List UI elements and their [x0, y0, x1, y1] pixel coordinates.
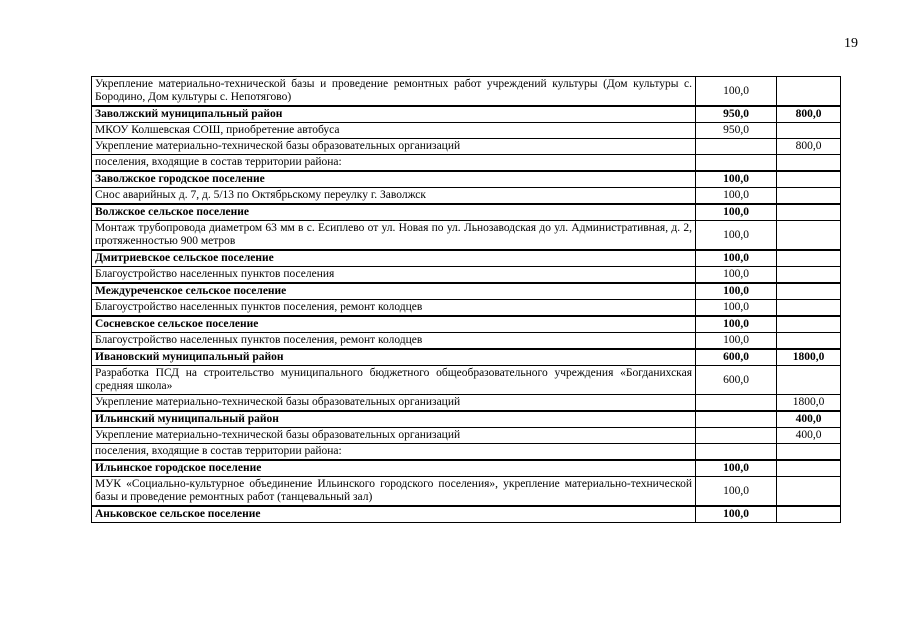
table-row — [92, 395, 841, 412]
row-name-cell: Монтаж трубопровода диаметром 63 мм в с. Есиплево от ул. Новая по ул. Льнозаводская до ул. Административная, д. 2, протяженностью 900 метров — [92, 221, 696, 251]
table-row — [92, 139, 841, 155]
row-name-cell: поселения, входящие в состав территории района: — [92, 155, 696, 172]
row-name-cell: Аньковское сельское поселение — [92, 506, 696, 523]
table-row — [92, 428, 841, 444]
table-row-section — [92, 460, 841, 477]
row-value-1-cell — [696, 411, 777, 428]
row-value-1-cell: 100,0 — [696, 316, 777, 333]
table-row-section — [92, 411, 841, 428]
table-row — [92, 188, 841, 205]
row-value-2-cell — [777, 333, 841, 350]
table-row — [92, 77, 841, 107]
row-value-2-cell — [777, 460, 841, 477]
row-name-cell: Заволжский муниципальный район — [92, 106, 696, 123]
row-name-cell: Укрепление материально-технической базы образовательных организаций — [92, 395, 696, 412]
row-value-2-cell — [777, 366, 841, 395]
row-value-2-cell — [777, 204, 841, 221]
table-row — [92, 366, 841, 395]
row-name-cell: Заволжское городское поселение — [92, 171, 696, 188]
row-value-2-cell — [777, 77, 841, 107]
row-value-2-cell: 1800,0 — [777, 349, 841, 366]
row-name-cell: Ильинское городское поселение — [92, 460, 696, 477]
row-value-1-cell — [696, 139, 777, 155]
table-row — [92, 155, 841, 172]
row-value-1-cell — [696, 444, 777, 461]
table-row-section — [92, 250, 841, 267]
row-name-cell: Укрепление материально-технической базы образовательных организаций — [92, 428, 696, 444]
row-name-cell: Укрепление материально-технической базы и проведение ремонтных работ учреждений культуры (Дом культуры с. Бородино, Дом культуры с. Непотягово) — [92, 77, 696, 107]
row-value-2-cell: 400,0 — [777, 428, 841, 444]
table-row — [92, 221, 841, 251]
row-value-1-cell: 100,0 — [696, 171, 777, 188]
row-name-cell: Ильинский муниципальный район — [92, 411, 696, 428]
row-value-1-cell — [696, 155, 777, 172]
row-value-1-cell — [696, 395, 777, 412]
row-value-1-cell: 100,0 — [696, 333, 777, 350]
table-row-section — [92, 349, 841, 366]
table-row — [92, 477, 841, 507]
row-value-2-cell: 400,0 — [777, 411, 841, 428]
row-value-1-cell: 100,0 — [696, 267, 777, 284]
row-value-1-cell: 950,0 — [696, 123, 777, 139]
row-value-2-cell: 800,0 — [777, 139, 841, 155]
row-name-cell: Дмитриевское сельское поселение — [92, 250, 696, 267]
row-value-2-cell — [777, 506, 841, 523]
row-value-1-cell: 100,0 — [696, 283, 777, 300]
row-name-cell: Благоустройство населенных пунктов поселения, ремонт колодцев — [92, 333, 696, 350]
row-value-2-cell — [777, 188, 841, 205]
row-value-1-cell: 100,0 — [696, 221, 777, 251]
row-value-1-cell: 100,0 — [696, 204, 777, 221]
row-name-cell: Ивановский муниципальный район — [92, 349, 696, 366]
row-value-2-cell: 800,0 — [777, 106, 841, 123]
table-row-section — [92, 506, 841, 523]
row-value-1-cell: 100,0 — [696, 506, 777, 523]
row-name-cell: МУК «Социально-культурное объединение Ильинского городского поселения», укрепление материально-технической базы и проведение ремонтных работ (танцевальный зал) — [92, 477, 696, 507]
row-value-2-cell — [777, 123, 841, 139]
table-row-section — [92, 106, 841, 123]
row-value-1-cell: 600,0 — [696, 366, 777, 395]
row-name-cell: Междуреченское сельское поселение — [92, 283, 696, 300]
table-row-section — [92, 316, 841, 333]
row-value-2-cell — [777, 250, 841, 267]
row-value-1-cell: 100,0 — [696, 250, 777, 267]
row-value-1-cell: 100,0 — [696, 460, 777, 477]
row-name-cell: Укрепление материально-технической базы образовательных организаций — [92, 139, 696, 155]
page-number: 19 — [844, 36, 858, 51]
row-value-2-cell — [777, 316, 841, 333]
row-value-1-cell: 100,0 — [696, 477, 777, 507]
row-value-2-cell — [777, 267, 841, 284]
table-row — [92, 333, 841, 350]
row-value-2-cell: 1800,0 — [777, 395, 841, 412]
row-value-2-cell — [777, 477, 841, 507]
table-row — [92, 123, 841, 139]
row-name-cell: Сосневское сельское поселение — [92, 316, 696, 333]
row-value-2-cell — [777, 171, 841, 188]
table-row-section — [92, 204, 841, 221]
row-value-2-cell — [777, 221, 841, 251]
row-value-1-cell: 950,0 — [696, 106, 777, 123]
row-name-cell: Снос аварийных д. 7, д. 5/13 по Октябрьскому переулку г. Заволжск — [92, 188, 696, 205]
table-row — [92, 444, 841, 461]
row-name-cell: поселения, входящие в состав территории района: — [92, 444, 696, 461]
row-name-cell: Благоустройство населенных пунктов поселения — [92, 267, 696, 284]
table-row-section — [92, 283, 841, 300]
row-value-2-cell — [777, 283, 841, 300]
row-name-cell: МКОУ Колшевская СОШ, приобретение автобуса — [92, 123, 696, 139]
row-value-1-cell — [696, 428, 777, 444]
row-value-2-cell — [777, 155, 841, 172]
row-name-cell: Разработка ПСД на строительство муниципального бюджетного общеобразовательного учреждения «Богданихская средняя школа» — [92, 366, 696, 395]
row-name-cell: Благоустройство населенных пунктов поселения, ремонт колодцев — [92, 300, 696, 317]
table-row — [92, 300, 841, 317]
budget-table — [91, 76, 841, 523]
row-value-1-cell: 100,0 — [696, 188, 777, 205]
row-name-cell: Волжское сельское поселение — [92, 204, 696, 221]
row-value-1-cell: 600,0 — [696, 349, 777, 366]
table-row-section — [92, 171, 841, 188]
row-value-2-cell — [777, 300, 841, 317]
row-value-1-cell: 100,0 — [696, 300, 777, 317]
table-row — [92, 267, 841, 284]
row-value-1-cell: 100,0 — [696, 77, 777, 107]
row-value-2-cell — [777, 444, 841, 461]
